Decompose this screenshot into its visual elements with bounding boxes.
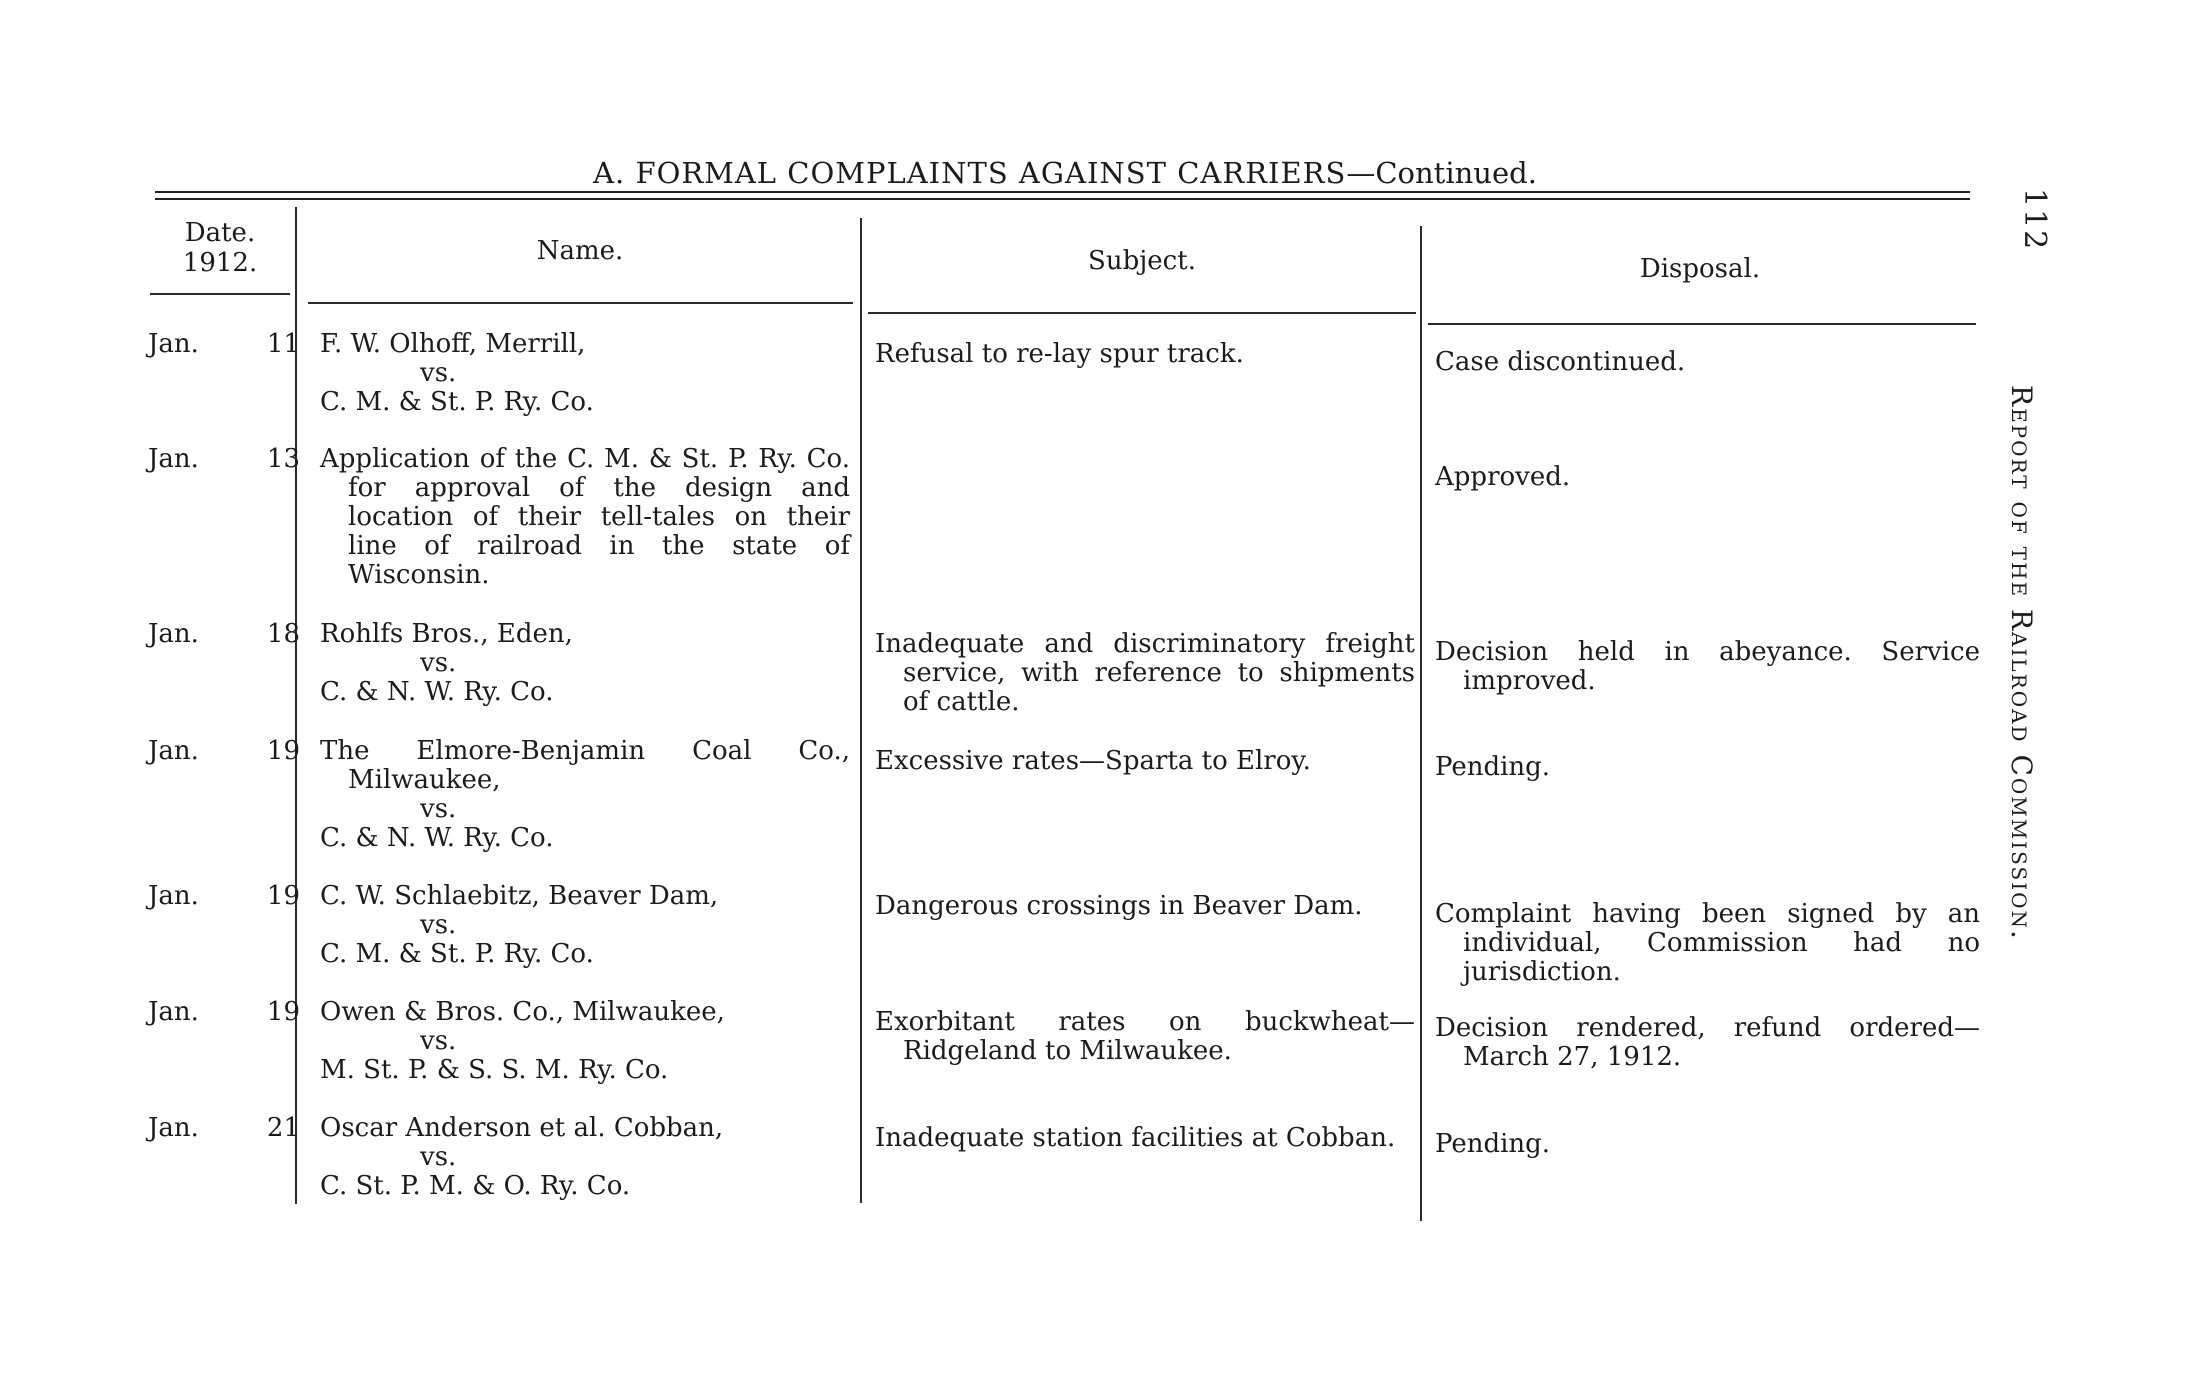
row-disposal: Decision rendered, refund ordered—March 27, 1912. (1435, 1013, 1980, 1072)
row-date-day: 19 (266, 881, 300, 911)
row-date-month: Jan. (148, 329, 199, 359)
header-underline-name (308, 302, 853, 304)
row-subject: Inadequate station facilities at Cobban. (875, 1123, 1396, 1153)
row-disposal: Pending. (1435, 752, 1551, 782)
row-disposal: Approved. (1435, 462, 1571, 492)
column-header-name: Name. (536, 236, 624, 266)
row-date-day: 19 (266, 997, 300, 1027)
page-number: 112 (2017, 188, 2052, 252)
row-subject: Excessive rates—Sparta to Elroy. (875, 746, 1311, 776)
page-title-continued: —Continued. (1346, 156, 1537, 190)
row-date-day: 19 (266, 736, 300, 766)
page-title (150, 156, 1980, 190)
header-underline-date (150, 293, 290, 295)
row-date-month: Jan. (148, 881, 199, 911)
column-header-date (145, 218, 295, 278)
row-date-month: Jan. (148, 619, 199, 649)
row-subject: Refusal to re-lay spur track. (875, 339, 1244, 369)
row-date-month: Jan. (148, 444, 199, 474)
row-date-day: 11 (266, 329, 300, 359)
row-name: Rohlfs Bros., Eden, vs. C. & N. W. Ry. Co. (320, 619, 573, 707)
row-disposal: Complaint having been signed by an individual, Commission had no jurisdiction. (1435, 899, 1980, 987)
running-title: Report of the Railroad Commission. (2005, 385, 2038, 941)
row-subject: Inadequate and discriminatory freight service, with reference to shipments of cattle. (875, 629, 1415, 717)
column-header-date-year: 1912. (182, 248, 258, 278)
title-rule-top (155, 191, 1970, 193)
row-date-month: Jan. (148, 1113, 199, 1143)
row-disposal: Case discontinued. (1435, 347, 1686, 377)
row-date-day: 21 (266, 1113, 300, 1143)
row-name: The Elmore-Benjamin Coal Co., Milwaukee, vs. C. & N. W. Ry. Co. (320, 736, 850, 853)
column-divider-name-subject (860, 218, 862, 1203)
row-date-month: Jan. (148, 997, 199, 1027)
row-name: Owen & Bros. Co., Milwaukee, vs. M. St. P. & S. S. M. Ry. Co. (320, 997, 725, 1085)
row-disposal: Pending. (1435, 1129, 1551, 1159)
row-disposal: Decision held in abeyance. Service improved. (1435, 637, 1980, 696)
row-subject: Dangerous crossings in Beaver Dam. (875, 891, 1363, 921)
row-name: Oscar Anderson et al. Cobban, vs. C. St. P. M. & O. Ry. Co. (320, 1113, 724, 1201)
row-name: C. W. Schlaebitz, Beaver Dam, vs. C. M. & St. P. Ry. Co. (320, 881, 719, 969)
column-header-subject: Subject. (1088, 246, 1196, 276)
column-header-disposal: Disposal. (1639, 254, 1761, 284)
page-title-main: A. FORMAL COMPLAINTS AGAINST CARRIERS (593, 156, 1347, 190)
title-rule-bottom (155, 198, 1970, 200)
row-name: Application of the C. M. & St. P. Ry. Co. for approval of the design and location of their tell-tales on their line of railroad in the state of Wisconsin. (320, 444, 850, 590)
row-subject: Exorbitant rates on buckwheat—Ridgeland to Milwaukee. (875, 1007, 1415, 1066)
row-date-day: 13 (266, 444, 300, 474)
column-header-date-label: Date. (184, 218, 256, 248)
header-underline-disposal (1428, 323, 1976, 325)
row-name: F. W. Olhoff, Merrill, vs. C. M. & St. P. Ry. Co. (320, 329, 594, 417)
column-divider-subject-disposal (1420, 226, 1422, 1221)
row-date-day: 18 (266, 619, 300, 649)
header-underline-subject (868, 312, 1416, 314)
row-date-month: Jan. (148, 736, 199, 766)
